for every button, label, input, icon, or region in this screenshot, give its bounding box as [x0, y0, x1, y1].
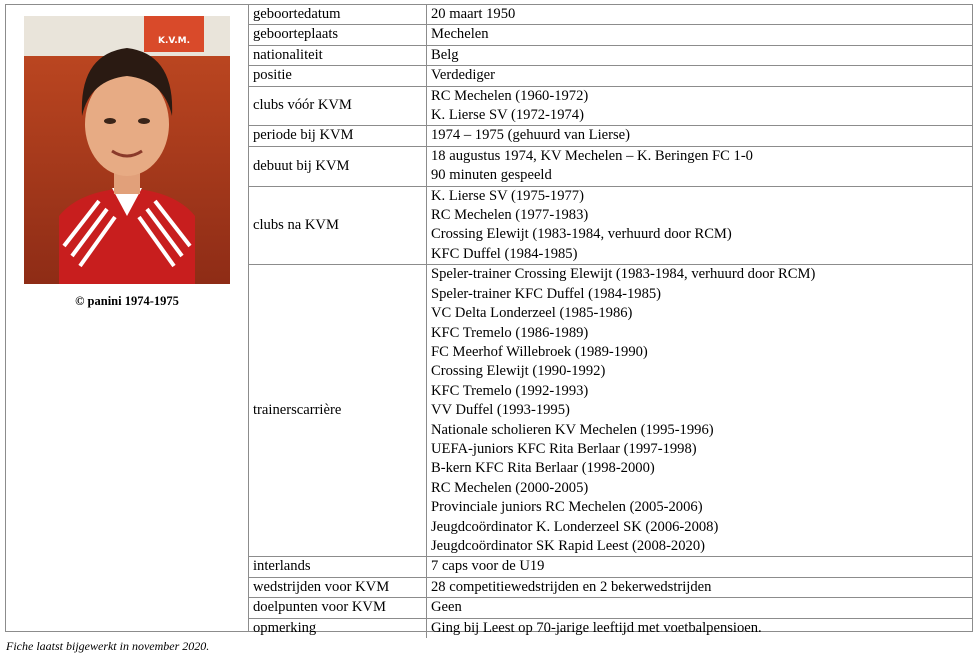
table-row — [249, 618, 972, 638]
value-line: Ging bij Leest op 70-jarige leeftijd met voetbalpensioen. — [431, 619, 762, 636]
photo-caption: © panini 1974-1975 — [75, 294, 179, 308]
row-value — [427, 66, 973, 86]
value-line: Geen — [431, 599, 462, 616]
value-line: 20 maart 1950 — [431, 6, 516, 22]
row-value — [427, 598, 973, 618]
value-line: Mechelen — [431, 26, 489, 43]
row-value — [427, 86, 973, 126]
value-line: K. Lierse SV (1975-1977) — [431, 187, 584, 204]
row-value — [427, 5, 973, 25]
table-row — [249, 45, 972, 65]
value-line: Jeugdcoördinator SK Rapid Leest (2008-2020) — [431, 537, 705, 554]
row-value — [427, 45, 973, 65]
row-value — [427, 126, 973, 146]
value-line: Provinciale juniors RC Mechelen (2005-2006) — [431, 499, 703, 516]
value-line: Jeugdcoördinator K. Londerzeel SK (2006-2008) — [431, 518, 719, 535]
table-row — [249, 265, 972, 557]
footnote: Fiche laatst bijgewerkt in november 2020. — [6, 639, 210, 653]
row-value — [427, 577, 973, 597]
value-line: 1974 – 1975 (gehuurd van Lierse) — [431, 127, 630, 144]
badge-text: K.V.M. — [158, 36, 190, 46]
row-value — [427, 146, 973, 186]
table-row — [249, 5, 972, 25]
value-line: Verdediger — [431, 67, 496, 84]
value-line: VV Duffel (1993-1995) — [431, 402, 570, 419]
photo-column — [6, 5, 249, 631]
table-row — [249, 126, 972, 146]
table-row — [249, 25, 972, 45]
row-value — [427, 557, 973, 577]
value-line: UEFA-juniors KFC Rita Berlaar (1997-1998) — [431, 440, 697, 457]
row-value — [427, 25, 973, 45]
row-value — [427, 618, 973, 638]
table-row — [249, 66, 972, 86]
row-label: positie — [249, 66, 427, 86]
value-line: FC Meerhof Willebroek (1989-1990) — [431, 343, 648, 360]
row-label: interlands — [249, 557, 427, 577]
value-line: Speler-trainer Crossing Elewijt (1983-1984, verhuurd door RCM) — [431, 266, 816, 283]
value-line: K. Lierse SV (1972-1974) — [431, 107, 584, 124]
value-line: VC Delta Londerzeel (1985-1986) — [431, 305, 633, 322]
value-line: Crossing Elewijt (1983-1984, verhuurd door RCM) — [431, 226, 732, 243]
row-label: periode bij KVM — [249, 126, 427, 146]
value-line: RC Mechelen (2000-2005) — [431, 479, 589, 496]
table-row — [249, 598, 972, 618]
table-row — [249, 577, 972, 597]
value-line: RC Mechelen (1960-1972) — [431, 87, 589, 104]
table-row — [249, 146, 972, 186]
row-label: debuut bij KVM — [249, 146, 427, 186]
player-photo — [24, 16, 230, 284]
row-label: clubs vóór KVM — [249, 86, 427, 126]
row-label: doelpunten voor KVM — [249, 598, 427, 618]
table-row — [249, 557, 972, 577]
row-label: nationaliteit — [249, 45, 427, 65]
table-row — [249, 86, 972, 126]
row-value — [427, 186, 973, 265]
value-line: Nationale scholieren KV Mechelen (1995-1996) — [431, 421, 714, 438]
value-line: RC Mechelen (1977-1983) — [431, 207, 589, 224]
row-label: wedstrijden voor KVM — [249, 577, 427, 597]
value-line: 7 caps voor de U19 — [431, 558, 545, 575]
table-row — [249, 186, 972, 265]
value-line: KFC Tremelo (1986-1989) — [431, 324, 589, 341]
value-line: 90 minuten gespeeld — [431, 167, 552, 184]
row-value — [427, 265, 973, 557]
row-label: clubs na KVM — [249, 186, 427, 265]
row-label: opmerking — [249, 618, 427, 638]
player-info-table — [249, 5, 972, 638]
value-line: KFC Tremelo (1992-1993) — [431, 382, 589, 399]
row-label: trainerscarrière — [249, 265, 427, 557]
row-label: geboortedatum — [249, 5, 427, 25]
value-line: Belg — [431, 46, 459, 63]
player-fiche — [5, 4, 973, 636]
value-line: Speler-trainer KFC Duffel (1984-1985) — [431, 285, 662, 302]
row-label: geboorteplaats — [249, 25, 427, 45]
value-line: B-kern KFC Rita Berlaar (1998-2000) — [431, 460, 655, 477]
value-line: Crossing Elewijt (1990-1992) — [431, 363, 606, 380]
value-line: 18 augustus 1974, KV Mechelen – K. Beringen FC 1-0 — [431, 147, 753, 164]
portrait-image — [24, 16, 230, 284]
value-line: 28 competitiewedstrijden en 2 bekerwedstrijden — [431, 578, 712, 595]
value-line: KFC Duffel (1984-1985) — [431, 245, 578, 262]
